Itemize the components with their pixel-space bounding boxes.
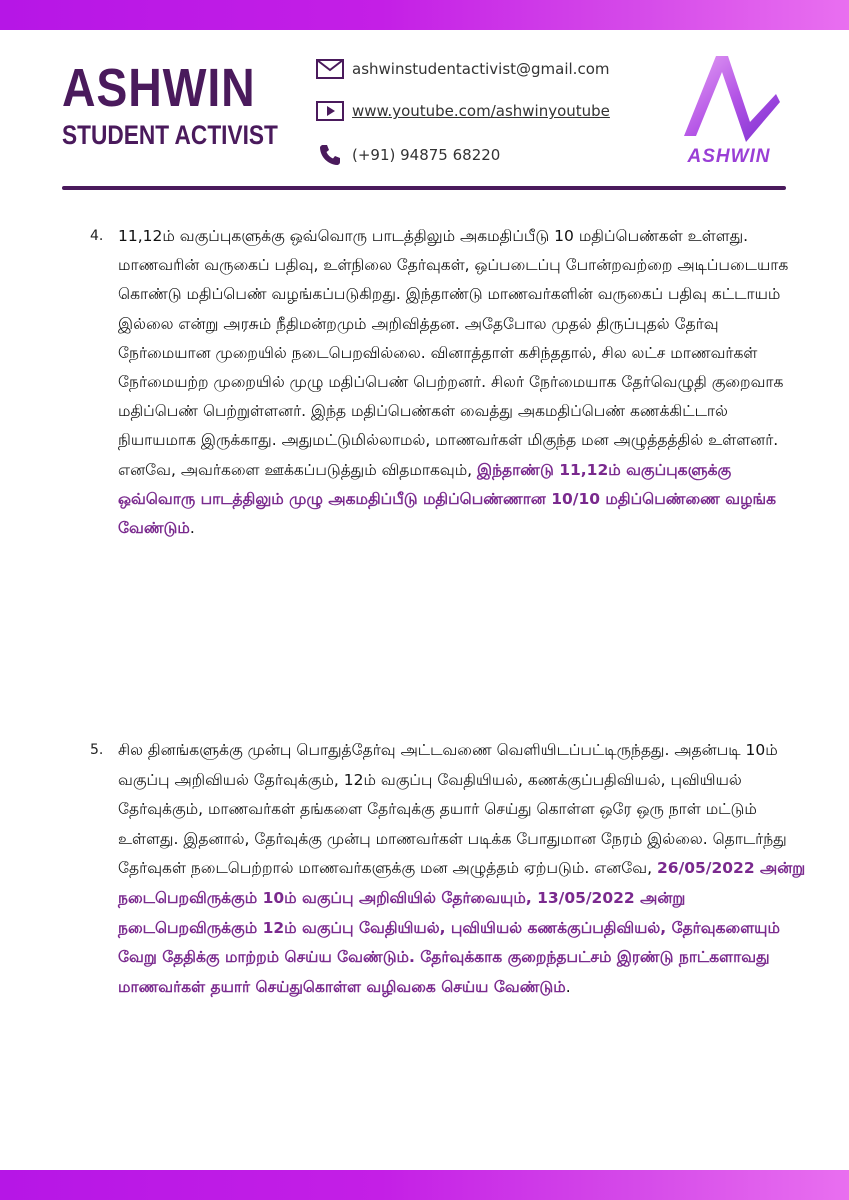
- list-item-number: 4.: [90, 228, 104, 244]
- list-item-highlight: இந்தாண்டு 11,12ம் வகுப்புகளுக்கு ஒவ்வொரு பாடத்திலும் முழு அகமதிப்பீடு மதிப்பெண்ணான 10/10 மதிப்பெண்ணை வழங்க வேண்டும்: [118, 460, 777, 538]
- list-item-number: 5.: [90, 742, 104, 758]
- contact-phone-text: (+91) 94875 68220: [352, 146, 501, 164]
- list-item: [90, 222, 810, 543]
- top-gradient-band: [0, 0, 849, 30]
- list-item-body: [118, 736, 810, 1002]
- list-item-text: சில தினங்களுக்கு முன்பு பொதுத்தேர்வு அட்டவணை வெளியிடப்பட்டிருந்தது. அதன்படி 10ம் வகுப்பு அறிவியல் தேர்வுக்கும், 12ம் வகுப்பு வேதியியல், கணக்குப்பதிவியல், புவியியல் தேர்வுக்கும், மாணவர்கள் தங்களை தேர்வுக்கு தயார் செய்து கொள்ள ஒரே ஒரு நாள் மட்டும் உள்ளது. இதனால், தேர்வுக்கு முன்பு மாணவர்கள் படிக்க போதுமான நேரம் இல்லை. தொடர்ந்து தேர்வுகள் நடைபெற்றால் மாணவர்களுக்கு மன அழுத்தம் ஏற்படும். எனவே,: [118, 741, 787, 878]
- list-item-end: .: [565, 977, 571, 996]
- list-item-body: [118, 222, 810, 543]
- brand-subtitle: STUDENT ACTIVIST: [62, 120, 278, 150]
- contact-youtube-link: www.youtube.com/ashwinyoutube: [352, 102, 610, 120]
- phone-icon: [316, 144, 344, 166]
- contact-email-text: ashwinstudentactivist@gmail.com: [352, 60, 610, 78]
- youtube-play-icon: [316, 100, 344, 122]
- envelope-icon: [316, 58, 344, 80]
- header-divider: [62, 186, 786, 190]
- list-item-text: 11,12ம் வகுப்புகளுக்கு ஒவ்வொரு பாடத்திலும் அகமதிப்பீடு 10 மதிப்பெண்கள் உள்ளது. மாணவரின் வருகைப் பதிவு, உள்நிலை தேர்வுகள், ஒப்படைப்பு போன்றவற்றை அடிப்படையாக கொண்டு மதிப்பெண் வழங்கப்படுகிறது. இந்தாண்டு மாணவர்களின் வருகைப் பதிவு கட்டாயம் இல்லை என்று அரசும் நீதிமன்றமும் அறிவித்தன. அதேபோல முதல் திருப்புதல் தேர்வு நேர்மையான முறையில் நடைபெறவில்லை. வினாத்தாள் கசிந்ததால், சில லட்ச மாணவர்கள் நேர்மையற்ற முறையில் முழு மதிப்பெண் பெற்றனர். சிலர் நேர்மையாக தேர்வெழுதி குறைவாக மதிப்பெண் பெற்றுள்ளனர். இந்த மதிப்பெண்கள் வைத்து அகமதிப்பெண் கணக்கிட்டால் நியாயமாக இருக்காது. அதுமட்டுமில்லாமல், மாணவர்கள் மிகுந்த மன அழுத்தத்தில் உள்ளனர். எனவே, அவர்களை ஊக்கப்படுத்தும் விதமாகவும்,: [118, 227, 789, 479]
- bottom-gradient-band: [0, 1170, 849, 1200]
- logo-wordmark: ASHWIN: [687, 146, 771, 167]
- list-item: [90, 736, 810, 1002]
- contact-email[interactable]: [316, 58, 610, 80]
- contact-youtube[interactable]: [316, 100, 610, 122]
- contact-phone[interactable]: [316, 144, 500, 166]
- list-item-highlight: 26/05/2022 அன்று நடைபெறவிருக்கும் 10ம் வகுப்பு அறிவியில் தேர்வையும், 13/05/2022 அன்று நடைபெறவிருக்கும் 12ம் வகுப்பு வேதியியல், புவியியல் கணக்குப்பதிவியல், தேர்வுகளையும் வேறு தேதிக்கு மாற்றம் செய்ய வேண்டும். தேர்வுக்காக குறைந்தபட்சம் இரண்டு நாட்களாவது மாணவர்கள் தயார் செய்துகொள்ள வழிவகை செய்ய வேண்டும்: [118, 859, 806, 996]
- brand-name: ASHWIN: [62, 58, 256, 118]
- list-item-end: .: [189, 519, 195, 538]
